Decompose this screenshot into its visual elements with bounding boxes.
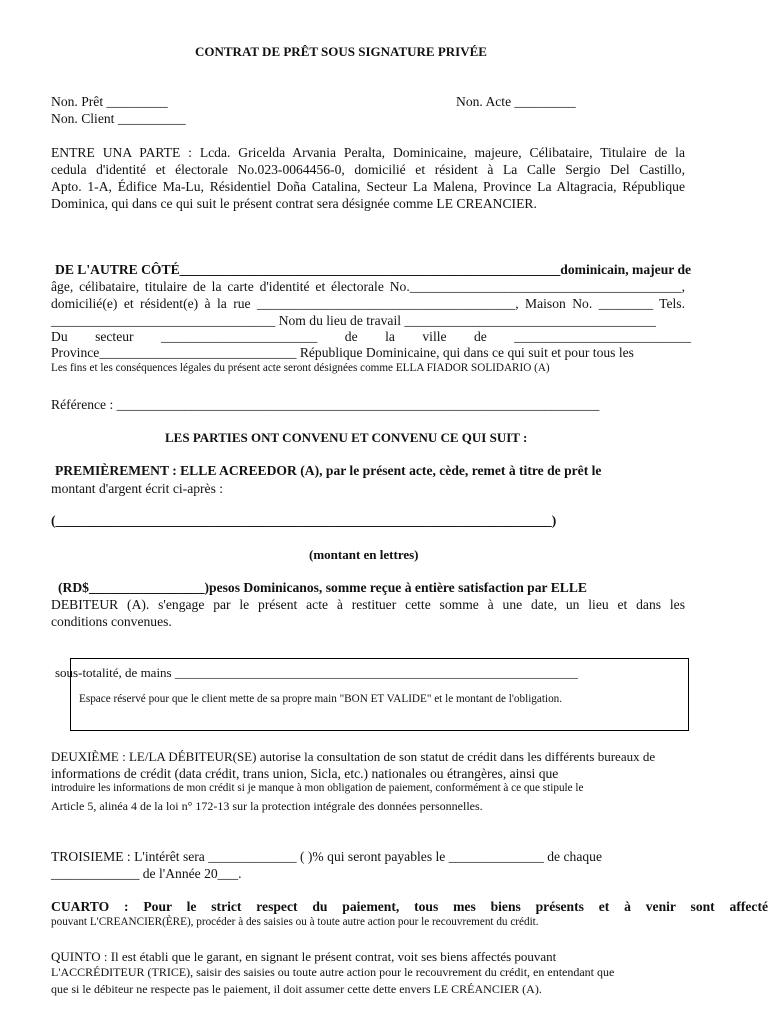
client-number-field: Non. Client __________ bbox=[51, 111, 186, 126]
creditor-line: Apto. 1-A, Édifice Ma-Lu, Résidentiel Doña Catalina, Secteur La Malena, Province La Altagracia, République bbox=[51, 179, 685, 194]
agreement-heading: LES PARTIES ONT CONVENU ET CONVENU CE QUI SUIT : bbox=[165, 430, 528, 445]
fourth-clause-heading: CUARTO : Pour le strict respect du paiement, tous mes biens présents et à venir sont affecté bbox=[51, 900, 768, 914]
fifth-clause-line: L'ACCRÉDITEUR (TRICE), saisir des saisies ou toute autre action pour le recouvrement du crédit, en entendant que bbox=[51, 965, 615, 979]
first-clause-heading: PREMIÈREMENT : ELLE ACREEDOR (A), par le présent acte, cède, remet à titre de prêt le bbox=[55, 463, 602, 478]
handwritten-amount-line: sous-totalité, de mains ______________________________________________________________ bbox=[55, 665, 578, 680]
interest-clause-line: _____________ de l'Année 20___. bbox=[51, 866, 242, 881]
creditor-line: Dominica, qui dans ce qui suit le présent contrat sera désignée comme LE CREANCIER. bbox=[51, 196, 537, 211]
amount-in-letters-label: (montant en lettres) bbox=[309, 547, 419, 562]
debtor-line: âge, célibataire, titulaire de la carte d'identité et électorale No.________________________________________, bbox=[51, 279, 685, 294]
interest-clause-line: TROISIEME : L'intérêt sera _____________ ( )% qui seront payables le ______________ de chaque bbox=[51, 849, 602, 864]
act-number-field: Non. Acte _________ bbox=[456, 94, 576, 109]
other-side-heading bbox=[55, 263, 691, 277]
debtor-line: Du secteur _______________________ de la ville de __________________________ bbox=[51, 329, 691, 344]
debtor-line-small: Les fins et les conséquences légales du présent acte seront désignées comme ELLA FIADOR SOLIDARIO (A) bbox=[51, 362, 550, 374]
other-side-tail: dominicain, majeur de bbox=[560, 262, 692, 277]
second-clause-line: Article 5, alinéa 4 de la loi n° 172-13 sur la protection intégrale des données personnelles. bbox=[51, 799, 483, 813]
creditor-line: cedula d'identité et électorale No.023-0064456-0, domicilié et résident à La Calle Sergio Del Castillo, bbox=[51, 162, 685, 177]
first-clause-text: montant d'argent écrit ci-après : bbox=[51, 481, 224, 496]
reference-field: Référence : _______________________________________________________________________ bbox=[51, 397, 600, 412]
repayment-line: DEBITEUR (A). s'engage par le présent acte à restituer cette somme à une date, un lieu et dans les bbox=[51, 597, 685, 612]
second-clause-line: informations de crédit (data crédit, trans union, Sicla, etc.) nationales ou étrangères, ainsi que bbox=[51, 766, 559, 781]
amount-rd-line: (RD$_________________)pesos Dominicanos, somme reçue à entière satisfaction par ELLE bbox=[58, 580, 587, 595]
fifth-clause-line: que si le débiteur ne respecte pas le paiement, il doit assumer cette dette envers LE CRÉANCIER (A). bbox=[51, 982, 542, 996]
debtor-line: Province_____________________________ République Dominicaine, qui dans ce qui suit et pour tous les bbox=[51, 345, 634, 360]
second-clause-line: introduire les informations de mon crédit si je manque à mon obligation de paiement, conformément à ce que stipule le bbox=[51, 782, 584, 794]
creditor-line: ENTRE UNA PARTE : Lcda. Gricelda Arvania Peralta, Dominicaine, majeure, Célibataire, Titulaire de la bbox=[51, 145, 685, 160]
other-side-lead: DE L'AUTRE CÔTÉ bbox=[55, 262, 180, 277]
debtor-line: domicilié(e) et résident(e) à la rue ______________________________________, Maison No. ________ Tels. bbox=[51, 296, 685, 311]
fourth-clause-text: pouvant L'CREANCIER(ÈRE), procéder à des saisies ou à toute autre action pour le recouvrement du crédit. bbox=[51, 916, 539, 928]
fifth-clause-line: QUINTO : Il est établi que le garant, en signant le présent contrat, voit ses biens affectés pouvant bbox=[51, 949, 557, 964]
second-clause-line: DEUXIÈME : LE/LA DÉBITEUR(SE) autorise la consultation de son statut de crédit dans les différents bureaux de bbox=[51, 749, 656, 764]
amount-in-letters-line: (_________________________________________________________________________) bbox=[51, 513, 557, 528]
loan-number-field: Non. Prêt _________ bbox=[51, 94, 168, 109]
debtor-name-blank: ________________________________________________________ bbox=[179, 262, 561, 277]
repayment-line: conditions convenues. bbox=[51, 614, 172, 629]
contract-title: CONTRAT DE PRÊT SOUS SIGNATURE PRIVÉE bbox=[195, 44, 487, 59]
approval-box-note: Espace réservé pour que le client mette de sa propre main "BON ET VALIDE" et le montant de l'obligation. bbox=[79, 693, 563, 705]
debtor-line: _________________________________ Nom du lieu de travail _____________________________________ bbox=[51, 313, 656, 328]
